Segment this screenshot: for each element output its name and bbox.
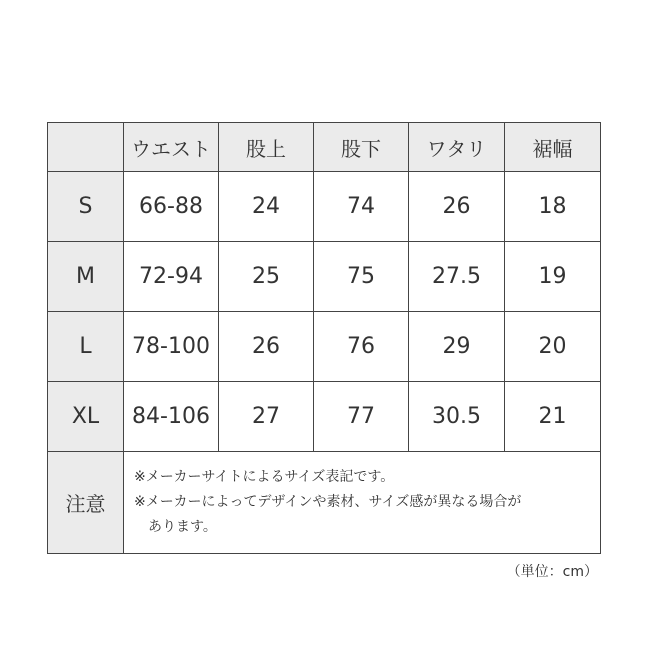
table-cell: 20 bbox=[505, 312, 601, 382]
table-cell: 19 bbox=[505, 242, 601, 312]
header-cell-rise: 股上 bbox=[219, 123, 314, 172]
table-cell: 76 bbox=[314, 312, 409, 382]
table-cell: 18 bbox=[505, 172, 601, 242]
notes-label: 注意 bbox=[48, 452, 124, 554]
notes-row bbox=[48, 452, 601, 554]
table-cell: 27.5 bbox=[409, 242, 505, 312]
note-line: あります。 bbox=[148, 519, 217, 535]
header-cell-corner bbox=[48, 123, 124, 172]
table-cell: 30.5 bbox=[409, 382, 505, 452]
table-cell: 21 bbox=[505, 382, 601, 452]
table-cell: 74 bbox=[314, 172, 409, 242]
header-row bbox=[48, 123, 601, 172]
notes-content bbox=[124, 452, 601, 554]
unit-note: （単位：cm） bbox=[506, 564, 598, 580]
table-cell: 75 bbox=[314, 242, 409, 312]
note-line: ※メーカーサイトによるサイズ表記です。 bbox=[134, 469, 395, 485]
table-cell: 25 bbox=[219, 242, 314, 312]
table-cell: 78-100 bbox=[124, 312, 219, 382]
header-cell-waist: ウエスト bbox=[124, 123, 219, 172]
table-cell: 24 bbox=[219, 172, 314, 242]
size-chart-table bbox=[47, 122, 601, 554]
table-cell: 27 bbox=[219, 382, 314, 452]
size-label-cell: S bbox=[48, 172, 124, 242]
table-row bbox=[48, 382, 601, 452]
table-row bbox=[48, 312, 601, 382]
table-cell: 26 bbox=[219, 312, 314, 382]
table-row bbox=[48, 172, 601, 242]
size-label-cell: L bbox=[48, 312, 124, 382]
table-cell: 77 bbox=[314, 382, 409, 452]
size-label-cell: M bbox=[48, 242, 124, 312]
table-cell: 66-88 bbox=[124, 172, 219, 242]
table-row bbox=[48, 242, 601, 312]
header-cell-inseam: 股下 bbox=[314, 123, 409, 172]
header-cell-thigh: ワタリ bbox=[409, 123, 505, 172]
table-cell: 26 bbox=[409, 172, 505, 242]
table-cell: 29 bbox=[409, 312, 505, 382]
table-cell: 72-94 bbox=[124, 242, 219, 312]
table-cell: 84-106 bbox=[124, 382, 219, 452]
size-label-cell: XL bbox=[48, 382, 124, 452]
header-cell-hem: 裾幅 bbox=[505, 123, 601, 172]
note-line: ※メーカーによってデザインや素材、サイズ感が異なる場合が bbox=[134, 494, 522, 510]
